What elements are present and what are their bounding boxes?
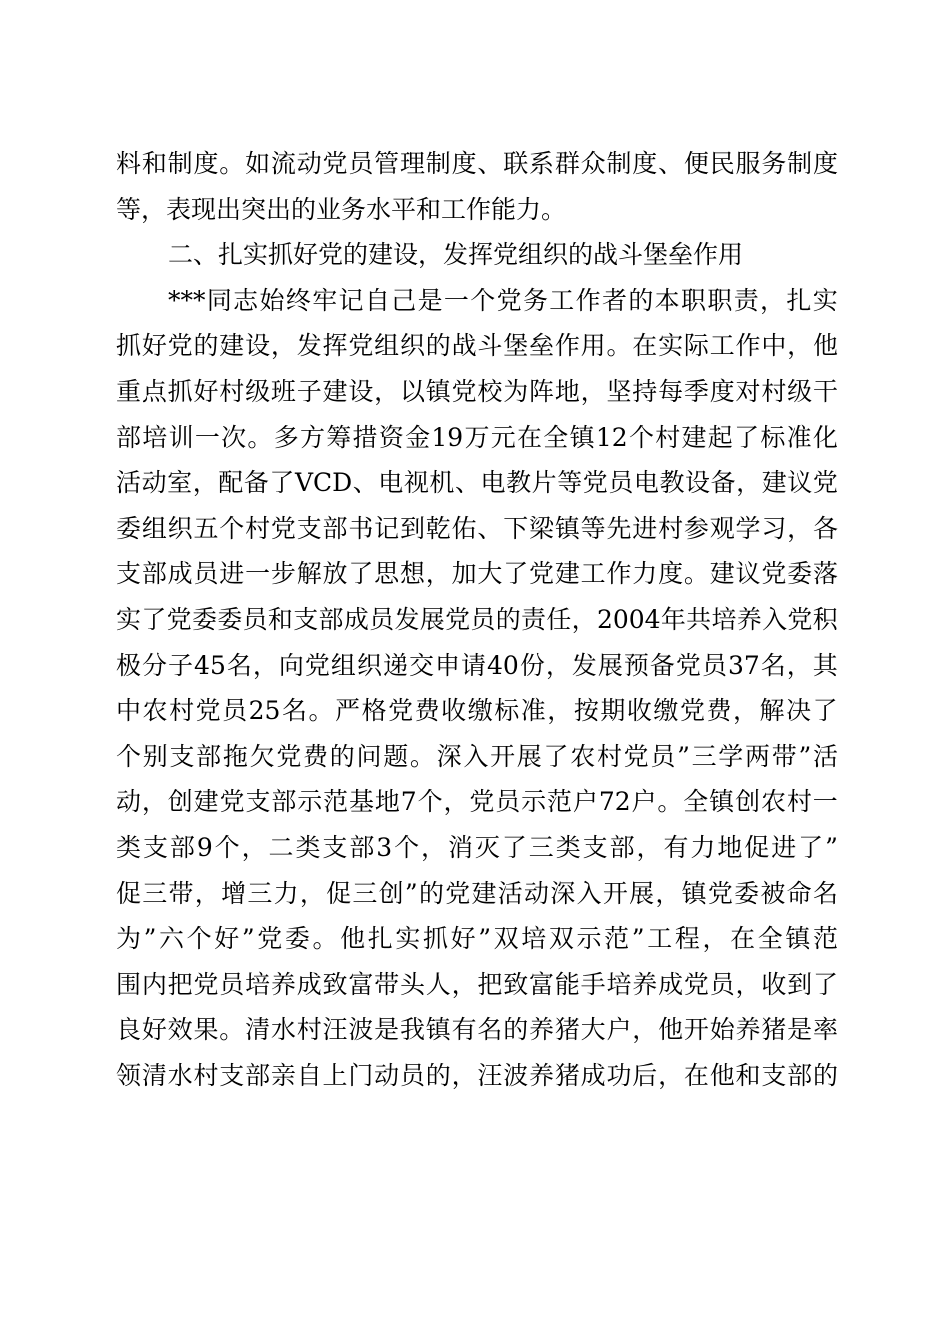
text-line: 委 组 织 五 个 村 党 支 部 书 记 到 乾 佑 、 下 梁 镇 等 先 进 村 参 观 学 习 ， 各 [116,513,838,543]
text-line: 支 部 成 员 进 一 步 解 放 了 思 想 ， 加 大 了 党 建 工 作 力 度 。 建 议 党 委 落 [116,559,838,589]
text-line: 中 农 村 党 员 25 名 。 严 格 党 费 收 缴 标 准 ， 按 期 收 缴 党 费 ， 解 决 了 [116,696,838,726]
text-line: 促 三 带 ， 增 三 力 ， 促 三 创 ” 的 党 建 活 动 深 入 开 展 ， 镇 党 委 被 命 名 [116,878,838,908]
text-line: 个 别 支 部 拖 欠 党 费 的 问 题 。 深 入 开 展 了 农 村 党 员 ” 三 学 两 带 ” 活 [116,741,838,771]
text-line: 领 清 水 村 支 部 亲 自 上 门 动 员 的 ， 汪 波 养 猪 成 功 后 ， 在 他 和 支 部 的 [116,1060,838,1090]
text-line: 动 ， 创 建 党 支 部 示 范 基 地 7 个 ， 党 员 示 范 户 72 户 。 全 镇 创 农 村 一 [116,787,838,817]
text-line: 抓 好 党 的 建 设 ， 发 挥 党 组 织 的 战 斗 堡 垒 作 用 。 在 实 际 工 作 中 ， 他 [116,331,838,361]
section-heading: 二、扎实抓好党的建设，发挥党组织的战斗堡垒作用 [168,240,744,270]
text-line: 活 动 室 ， 配 备 了 VCD 、 电 视 机 、 电 教 片 等 党 员 电 教 设 备 ， 建 议 党 [116,468,838,498]
text-line: 极 分 子 45 名 ， 向 党 组 织 递 交 申 请 40 份 ， 发 展 预 备 党 员 37 名 ， 其 [116,650,838,680]
text-line: 良 好 效 果 。 清 水 村 汪 波 是 我 镇 有 名 的 养 猪 大 户 ， 他 开 始 养 猪 是 率 [116,1015,838,1045]
text-line: 等，表现出突出的业务水平和工作能力。 [116,194,567,224]
text-line: 类 支 部 9 个 ， 二 类 支 部 3 个 ， 消 灭 了 三 类 支 部 ， 有 力 地 促 进 了 ” [116,832,838,862]
text-line: 重 点 抓 好 村 级 班 子 建 设 ， 以 镇 党 校 为 阵 地 ， 坚 持 每 季 度 对 村 级 干 [116,376,838,406]
text-line: 部 培 训 一 次 。 多 方 筹 措 资 金 19 万 元 在 全 镇 12 个 村 建 起 了 标 准 化 [116,422,838,452]
body-text [116,141,838,1098]
text-line: 料 和 制 度 。 如 流 动 党 员 管 理 制 度 、 联 系 群 众 制 度 、 便 民 服 务 制 度 [116,149,838,178]
text-line: 实 了 党 委 委 员 和 支 部 成 员 发 展 党 员 的 责 任 ， 2004 年 共 培 养 入 党 积 [116,604,838,634]
text-line: 围 内 把 党 员 培 养 成 致 富 带 头 人 ， 把 致 富 能 手 培 养 成 党 员 ， 收 到 了 [116,969,838,999]
text-line: *** 同 志 始 终 牢 记 自 己 是 一 个 党 务 工 作 者 的 本 职 职 责 ， 扎 实 [168,285,838,315]
text-line: 为 ” 六 个 好 ” 党 委 。 他 扎 实 抓 好 ” 双 培 双 示 范 ” 工 程 ， 在 全 镇 范 [116,924,838,954]
